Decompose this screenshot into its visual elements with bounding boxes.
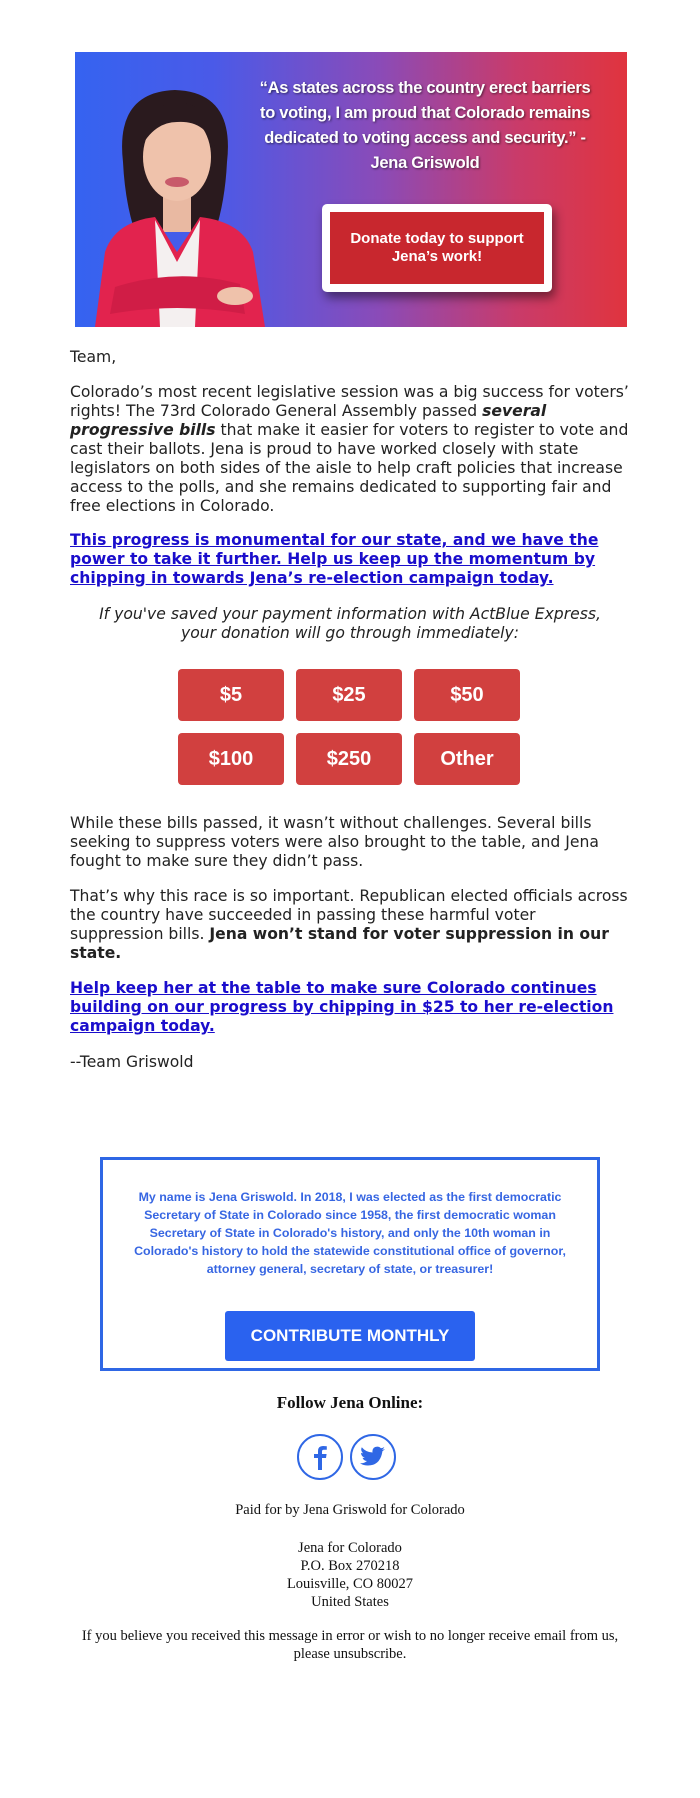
intro-text-end: that make it easier for voters to register to vote and cast their ballots. Jena is proud to have worked closely with state legislators on both sides of the aisle to help craft policies that increase access to the polls, and she remains dedicated to supporting fair and free elections in Colorado. [70, 421, 629, 515]
facebook-link[interactable] [297, 1434, 343, 1480]
importance-emphasis: Jena won’t stand for voter suppression in our state. [70, 925, 609, 962]
facebook-icon [309, 1444, 331, 1470]
banner-donate-button[interactable] [322, 204, 552, 292]
contribute-monthly-button[interactable]: CONTRIBUTE MONTHLY [225, 1311, 475, 1361]
chip-in-donate-link[interactable]: Help keep her at the table to make sure Colorado continues building on our progress by chipping in $25 to her re-election campaign today. [70, 979, 614, 1035]
signoff: --Team Griswold [70, 1053, 194, 1071]
greeting: Team, [70, 348, 117, 366]
intro-paragraph [70, 383, 632, 516]
address-country: United States [311, 1594, 389, 1610]
candidate-portrait [75, 52, 280, 327]
donate-amount-button[interactable]: $250 [296, 733, 402, 785]
momentum-donate-link[interactable]: This progress is monumental for our state, and we have the power to take it further. Help us keep up the momentum by chipping in towards Jena’s re-election campaign today. [70, 531, 599, 587]
intro-emphasis: several progressive bills [70, 402, 547, 439]
follow-heading: Follow Jena Online: [276, 1393, 424, 1412]
twitter-link[interactable] [350, 1434, 396, 1480]
bio-box [100, 1157, 600, 1371]
address-po-box: P.O. Box 270218 [300, 1558, 400, 1574]
donate-amount-button[interactable]: $25 [296, 669, 402, 721]
donate-other-button[interactable]: Other [414, 733, 520, 785]
importance-paragraph [70, 887, 632, 963]
mailing-address [70, 1539, 630, 1611]
unsubscribe-notice[interactable]: If you believe you received this message in error or wish to no longer receive email from us, please unsubscribe. [81, 1628, 619, 1662]
address-city: Louisville, CO 80027 [286, 1576, 414, 1592]
donate-amount-button[interactable]: $100 [178, 733, 284, 785]
donate-amount-button[interactable]: $5 [178, 669, 284, 721]
paid-for-disclaimer: Paid for by Jena Griswold for Colorado [235, 1502, 465, 1518]
intro-text-start: Colorado’s most recent legislative session was a big success for voters’ rights! The 73rd Colorado General Assembly passed [70, 383, 629, 420]
address-org: Jena for Colorado [298, 1540, 402, 1556]
express-note: If you've saved your payment information with ActBlue Express, your donation will go through immediately: [99, 605, 601, 642]
twitter-icon [360, 1446, 386, 1468]
hero-banner[interactable] [75, 52, 627, 327]
challenges-paragraph: While these bills passed, it wasn’t without challenges. Several bills seeking to suppress voters were also brought to the table, and Jena fought to make sure they didn’t pass. [70, 814, 599, 870]
campaign-quote: “As states across the country erect barriers to voting, I am proud that Colorado remains dedicated to voting access and security.” - Jena Griswold [259, 79, 591, 172]
donate-amount-button[interactable]: $50 [414, 669, 520, 721]
bio-text: My name is Jena Griswold. In 2018, I was elected as the first democratic Secretary of State in Colorado since 1958, the first democratic woman Secretary of State in Colorado's history, and only the 10th woman in Colorado's history to hold the statewide constitutional office of governor, attorney general, secretary of state, or treasurer! [134, 1190, 566, 1276]
banner-donate-label: Donate today to support Jena’s work! [330, 212, 544, 284]
importance-text: That’s why this race is so important. Republican elected officials across the country have succeeded in passing these harmful voter suppression bills. [70, 887, 628, 943]
